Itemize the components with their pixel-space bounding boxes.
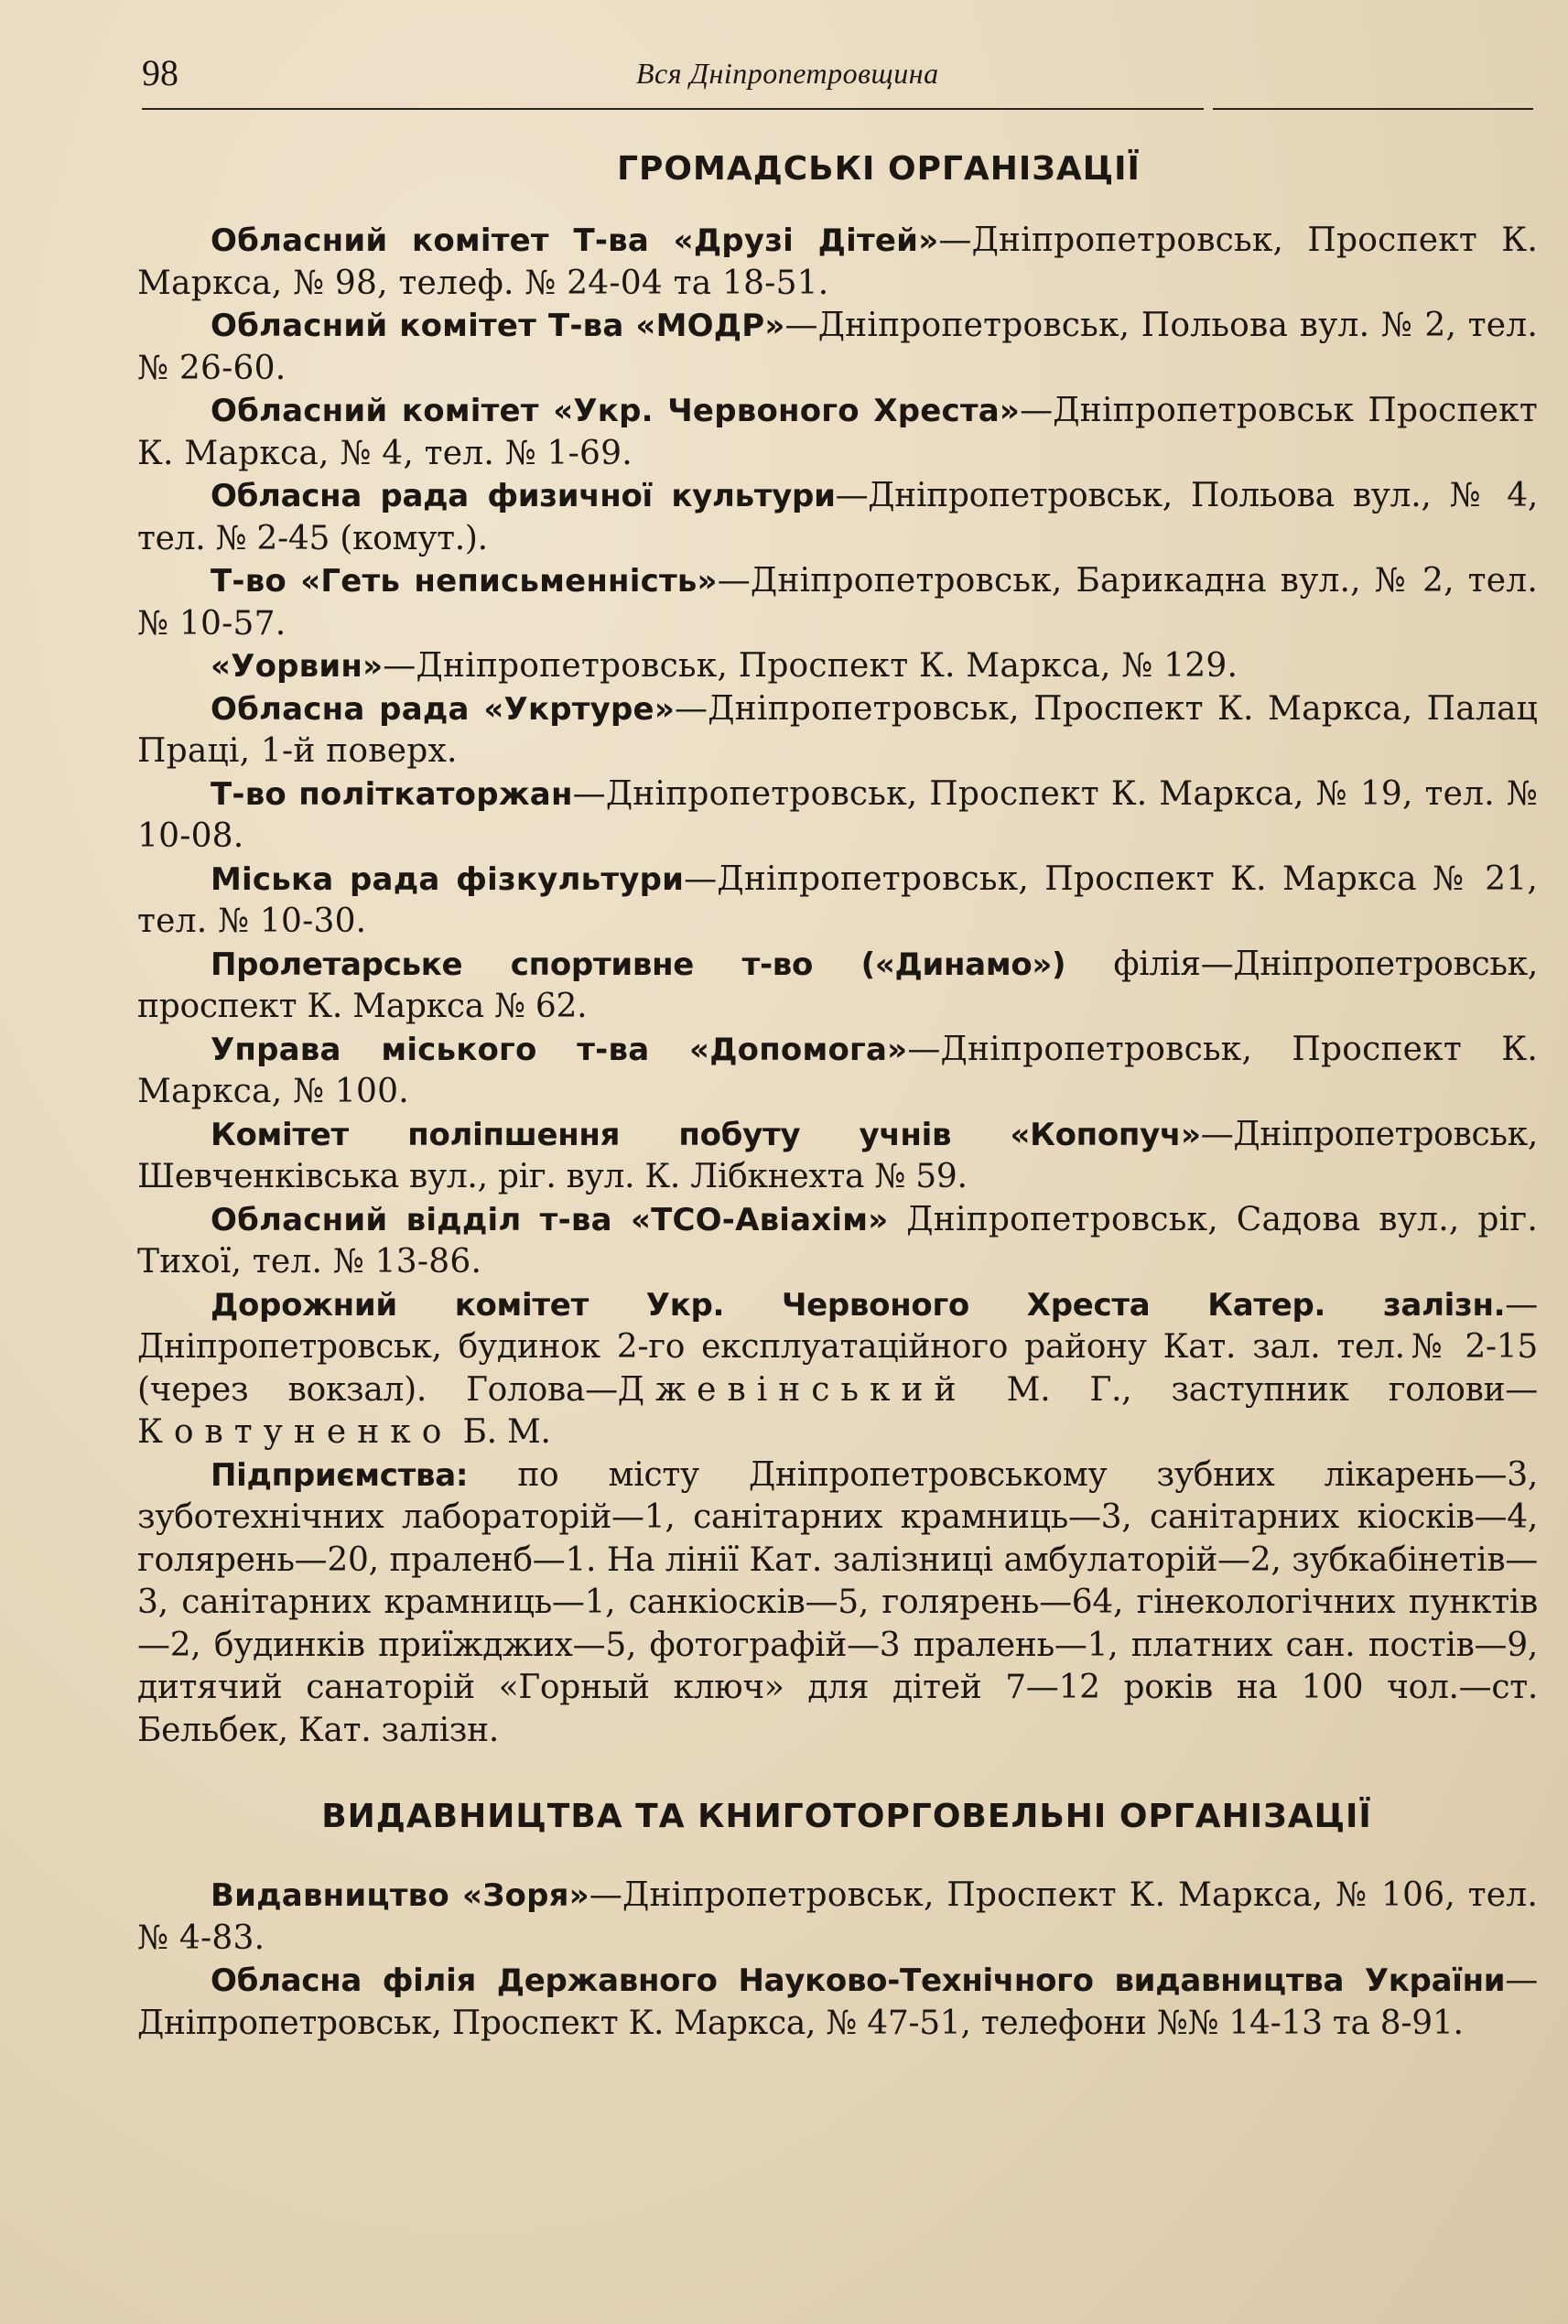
entry-name: Т-во «Геть неписьменність» [211, 563, 718, 600]
entry-name: Обласний комітет Т-ва «МОДР» [211, 308, 785, 344]
entry-name: Обласна рада «Укртуре» [211, 690, 675, 728]
list-item [137, 390, 1538, 475]
entry-name: Міська рада фізкультури [211, 860, 685, 898]
entry-text: М. Г., заступник голови— [967, 1370, 1538, 1409]
entry-name: Обласний комітет «Укр. Червоного Хреста» [211, 393, 1021, 429]
entry-name: Обласний відділ т-ва «ТСО-Авіахім» [211, 1201, 889, 1238]
entry-name: «Уорвин» [211, 648, 384, 685]
entry-name: Комітет поліпшення побуту учнів «Копопуч» [211, 1116, 1201, 1153]
list-item [137, 944, 1538, 1029]
page-body [137, 148, 1538, 2045]
entry-text: —Дніпропетровськ, Проспект К. Маркса, № 129. [383, 647, 1238, 685]
entry-text: філія—Дніпропетровськ, проспект К. Маркса № 62. [137, 945, 1538, 1025]
list-item [137, 1875, 1538, 1960]
list-item [137, 1960, 1538, 2045]
list-item [137, 1114, 1538, 1199]
entry-text: —Дніпропетровськ Проспект К. Маркса, № 4, тел. № 1-69. [137, 392, 1538, 472]
entry-name: Обласна рада физичної культури [211, 478, 836, 514]
list-item-red-cross-committee [137, 1284, 1538, 1454]
entry-text: Б. М. [452, 1413, 551, 1451]
section-title-publishers: ВИДАВНИЦТВА ТА КНИГОТОРГОВЕЛЬНІ ОРГАНІЗАЦІЇ [321, 1798, 1372, 1835]
list-item [137, 688, 1538, 773]
entry-text: —Дніпропетровськ, Проспект К. Маркса, № 19, тел. № 10-08. [137, 774, 1538, 855]
entry-name: Обласна філія Державного Науково-Технічного видавництва України [211, 1962, 1506, 1999]
list-item [137, 1199, 1538, 1284]
entry-name: Управа міського т-ва «Допомога» [211, 1031, 908, 1068]
entry-text: по місту Дніпропетровському зубних лікарень—3, зуботехнічних лабораторій—1, санітарних крамниць—3, санітарних кіосків—4, голярень—20, праленб—1. На лінії Кат. залізниці амбулаторій—2, зубкабінетів—3, санітарних крамниць—1, санкіосків—5, голярень—64, гінекологічних пунктів—2, будинків приїжджих—5, фотографій—3 пралень—1, платних сан. постів—9, дитячий санаторій «Горный ключ» для дітей 7—12 років на 100 чол.—ст. Бельбек, Кат. залізн. [137, 1455, 1538, 1749]
entry-name: Видавництво «Зоря» [211, 1877, 589, 1914]
section-title-public-organizations: ГРОМАДСЬКІ ОРГАНІЗАЦІЇ [617, 150, 1141, 188]
chairman-name: Джевінський [617, 1370, 968, 1409]
entry-text: —Дніпропетровськ, Проспект К. Маркса, Палац Праці, 1-й поверх. [137, 689, 1538, 770]
entry-name: Обласний комітет Т-ва «Друзі Дітей» [211, 222, 939, 259]
header-rule [142, 108, 1204, 110]
deputy-name: Ковтуненко [137, 1413, 453, 1451]
entry-text: —Дніпропетровськ, Проспект К. Маркса, № 106, тел. № 4-83. [137, 1876, 1538, 1957]
entry-text: —Дніпропетровськ, Проспект К. Маркса, № 47-51, телефони №№ 14-13 та 8-91. [137, 1962, 1538, 2042]
entry-text: —Дніпропетровськ, Проспект К. Маркса, № 100. [137, 1030, 1538, 1110]
entry-name: Дорожний комітет Укр. Червоного Хреста Катер. залізн. [211, 1286, 1506, 1324]
entry-name: Т-во політкаторжан [211, 775, 573, 813]
page-number: 98 [142, 52, 178, 93]
list-item [137, 305, 1538, 390]
entry-text: —Дніпропетровськ, Польова вул. № 2, тел. № 26-60. [137, 307, 1539, 387]
list-item [137, 645, 1538, 688]
list-item-enterprises [137, 1454, 1538, 1753]
entry-text: —Дніпропетровськ, Шевченківська вул., ріг. вул. К. Лібкнехта № 59. [137, 1115, 1538, 1195]
page-header [142, 48, 1533, 112]
entry-text: —Дніпропетровськ, Польова вул., № 4, тел. № 2-45 (комут.). [137, 477, 1538, 557]
running-title: Вся Дніпропетровщина [636, 57, 939, 90]
list-item [137, 475, 1538, 560]
list-item [137, 220, 1538, 305]
entry-text: —Дніпропетровськ, Проспект К. Маркса, № 98, телеф. № 24-04 та 18-51. [137, 222, 1538, 302]
list-item [137, 859, 1538, 944]
list-item [137, 560, 1538, 645]
entry-text: Дніпропетровськ, Садова вул., ріг. Тихої, тел. № 13-86. [137, 1200, 1538, 1281]
entry-text: —Дніпропетровськ, будинок 2-го експлуатаційного району Кат. зал. тел.№ 2-15 (через вокзал). Голова— [137, 1285, 1538, 1409]
entry-name: Пролетарське спортивне т-во («Динамо») [211, 946, 1066, 983]
list-item [137, 773, 1538, 859]
header-rule-right [1213, 108, 1533, 110]
entry-name: Підприємства: [211, 1456, 469, 1494]
list-item [137, 1029, 1538, 1114]
entry-text: —Дніпропетровськ, Барикадна вул., № 2, тел. № 10-57. [137, 562, 1538, 643]
entry-text: —Дніпропетровськ, Проспект К. Маркса № 21, тел. № 10-30. [137, 859, 1538, 940]
